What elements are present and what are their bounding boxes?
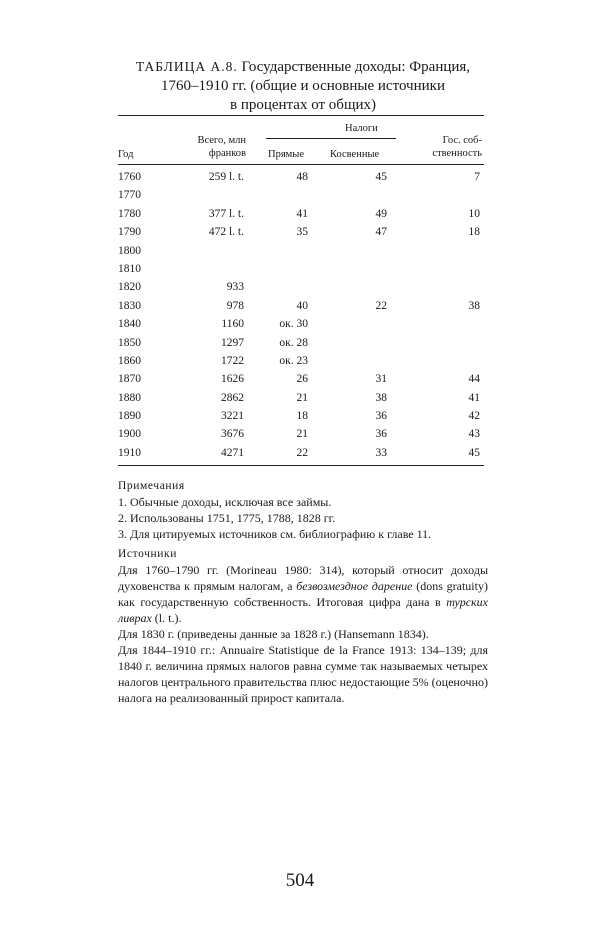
cell-indirect: 47 [375,226,387,239]
cell-year: 1840 [118,318,141,331]
cell-total: 933 [226,281,244,294]
cell-total: 259 l. t. [208,171,244,183]
cell-year: 1820 [118,281,141,294]
cell-total: 472 l. t. [208,226,244,239]
cell-direct: ок. 28 [279,336,308,349]
header-total-line-1: Всего, млн [197,135,246,146]
note-item: 2. Использованы 1751, 1775, 1788, 1828 гг. [118,511,336,525]
cell-total: 1297 [221,336,244,349]
header-total-line-2: франков [208,148,246,159]
cell-total: 3676 [221,428,244,441]
table-row [118,168,484,186]
cell-year: 1860 [118,354,141,367]
cell-state: 18 [468,226,480,239]
cell-total: 1722 [221,354,244,367]
cell-direct: 35 [296,226,308,239]
cell-direct: 40 [296,299,308,312]
note-item: 3. Для цитируемых источников см. библиографию к главе 11. [118,527,432,541]
cell-direct: 41 [296,207,308,220]
cell-indirect: 38 [375,391,387,404]
sources-heading: Источники [118,548,177,560]
source-paragraph-3: Для 1844–1910 гг.: Annuaire Statistique de la France 1913: 134–139; для 1840 г. величина прямых налогов равна сумме так называемых четырех налогов центрального правительства плюс недостающие 5% (оценочно) налога на реализованный прирост капитала. [118,643,488,705]
table-row [118,407,484,425]
cell-total: 1160 [221,318,244,331]
table-row [118,444,484,462]
cell-direct: 22 [296,446,308,459]
cell-direct: 18 [296,410,308,423]
table-row [118,260,484,278]
header-state [420,134,482,160]
cell-state: 42 [468,410,480,423]
cell-year: 1910 [118,446,141,459]
cell-year: 1880 [118,391,141,404]
cell-indirect: 49 [375,207,387,220]
cell-indirect: 36 [375,428,387,441]
table-row [118,186,484,204]
header-state-line-1: Гос. соб- [442,135,482,146]
header-state-line-2: ственность [432,148,482,159]
cell-year: 1850 [118,336,141,349]
table-top-rule [118,115,484,116]
cell-year: 1890 [118,410,141,423]
cell-state: 10 [468,207,480,220]
cell-year: 1770 [118,189,141,202]
notes-heading: Примечания [118,480,185,492]
taxes-rule [266,138,396,139]
note-item: 1. Обычные доходы, исключая все займы. [118,495,332,509]
cell-year: 1790 [118,226,141,239]
table-title [118,57,488,115]
cell-year: 1760 [118,171,141,183]
header-total [178,134,246,160]
table-row [118,334,484,352]
cell-year: 1900 [118,428,141,441]
cell-year: 1810 [118,262,141,275]
source-p1-c: (l. t.). [151,611,182,625]
table-row [118,425,484,443]
page-number: 504 [285,870,315,891]
cell-year: 1780 [118,207,141,220]
table-label: ТАБЛИЦА А.8. [135,59,238,74]
table-row [118,205,484,223]
cell-indirect: 45 [375,171,387,183]
source-p1-a: Для 1760–1790 гг. (Morineau 1980: 314), который относит доходы духовенства к прямым налогам, а [118,563,488,593]
header-taxes: Налоги [345,123,378,134]
cell-total: 3221 [221,410,244,423]
cell-state: 7 [474,171,480,183]
cell-direct: 21 [296,428,308,441]
cell-total: 1626 [221,373,244,386]
table-row [118,278,484,296]
cell-direct: 21 [296,391,308,404]
table-row [118,389,484,407]
source-paragraph-2: Для 1830 г. (приведены данные за 1828 г.) (Hansemann 1834). [118,627,429,641]
cell-indirect: 22 [375,299,387,312]
cell-total: 4271 [221,446,244,459]
cell-indirect: 36 [375,410,387,423]
table-row [118,297,484,315]
cell-year: 1830 [118,299,141,312]
cell-indirect: 33 [375,446,387,459]
table-bottom-rule [118,465,484,466]
table-row [118,242,484,260]
source-p1-italic-1: безвозмездное дарение [296,579,413,593]
notes-section [118,478,488,542]
cell-state: 45 [468,446,480,459]
source-p1-b: (dons gratuity) как государственную собственность. Итоговая цифра дана в [118,579,488,609]
table-row [118,370,484,388]
header-indirect: Косвенные [330,149,380,160]
sources-section [118,546,488,706]
data-table [118,168,484,462]
table-row [118,223,484,241]
source-p1-italic-2: турских ливрах [118,595,488,625]
cell-direct: 26 [296,373,308,386]
cell-state: 41 [468,391,480,404]
cell-indirect: 31 [375,373,387,386]
title-line-2: 1760–1910 гг. (общие и основные источники [161,78,445,94]
table-row [118,352,484,370]
cell-year: 1800 [118,244,141,257]
cell-state: 43 [468,428,480,441]
header-direct: Прямые [268,149,305,160]
cell-total: 978 [226,299,244,312]
title-line-1: Государственные доходы: Франция, [241,59,471,75]
cell-direct: ок. 30 [279,318,308,331]
cell-direct: 48 [296,171,308,183]
cell-total: 2862 [221,391,244,404]
cell-state: 44 [468,373,480,386]
source-paragraph-1 [118,562,488,626]
cell-state: 38 [468,299,480,312]
cell-direct: ок. 23 [279,354,308,367]
table-row [118,315,484,333]
header-bottom-rule [118,164,484,165]
cell-year: 1870 [118,373,141,386]
cell-total: 377 l. t. [208,207,244,220]
title-line-3: в процентах от общих) [229,97,377,113]
header-year: Год [118,149,134,160]
